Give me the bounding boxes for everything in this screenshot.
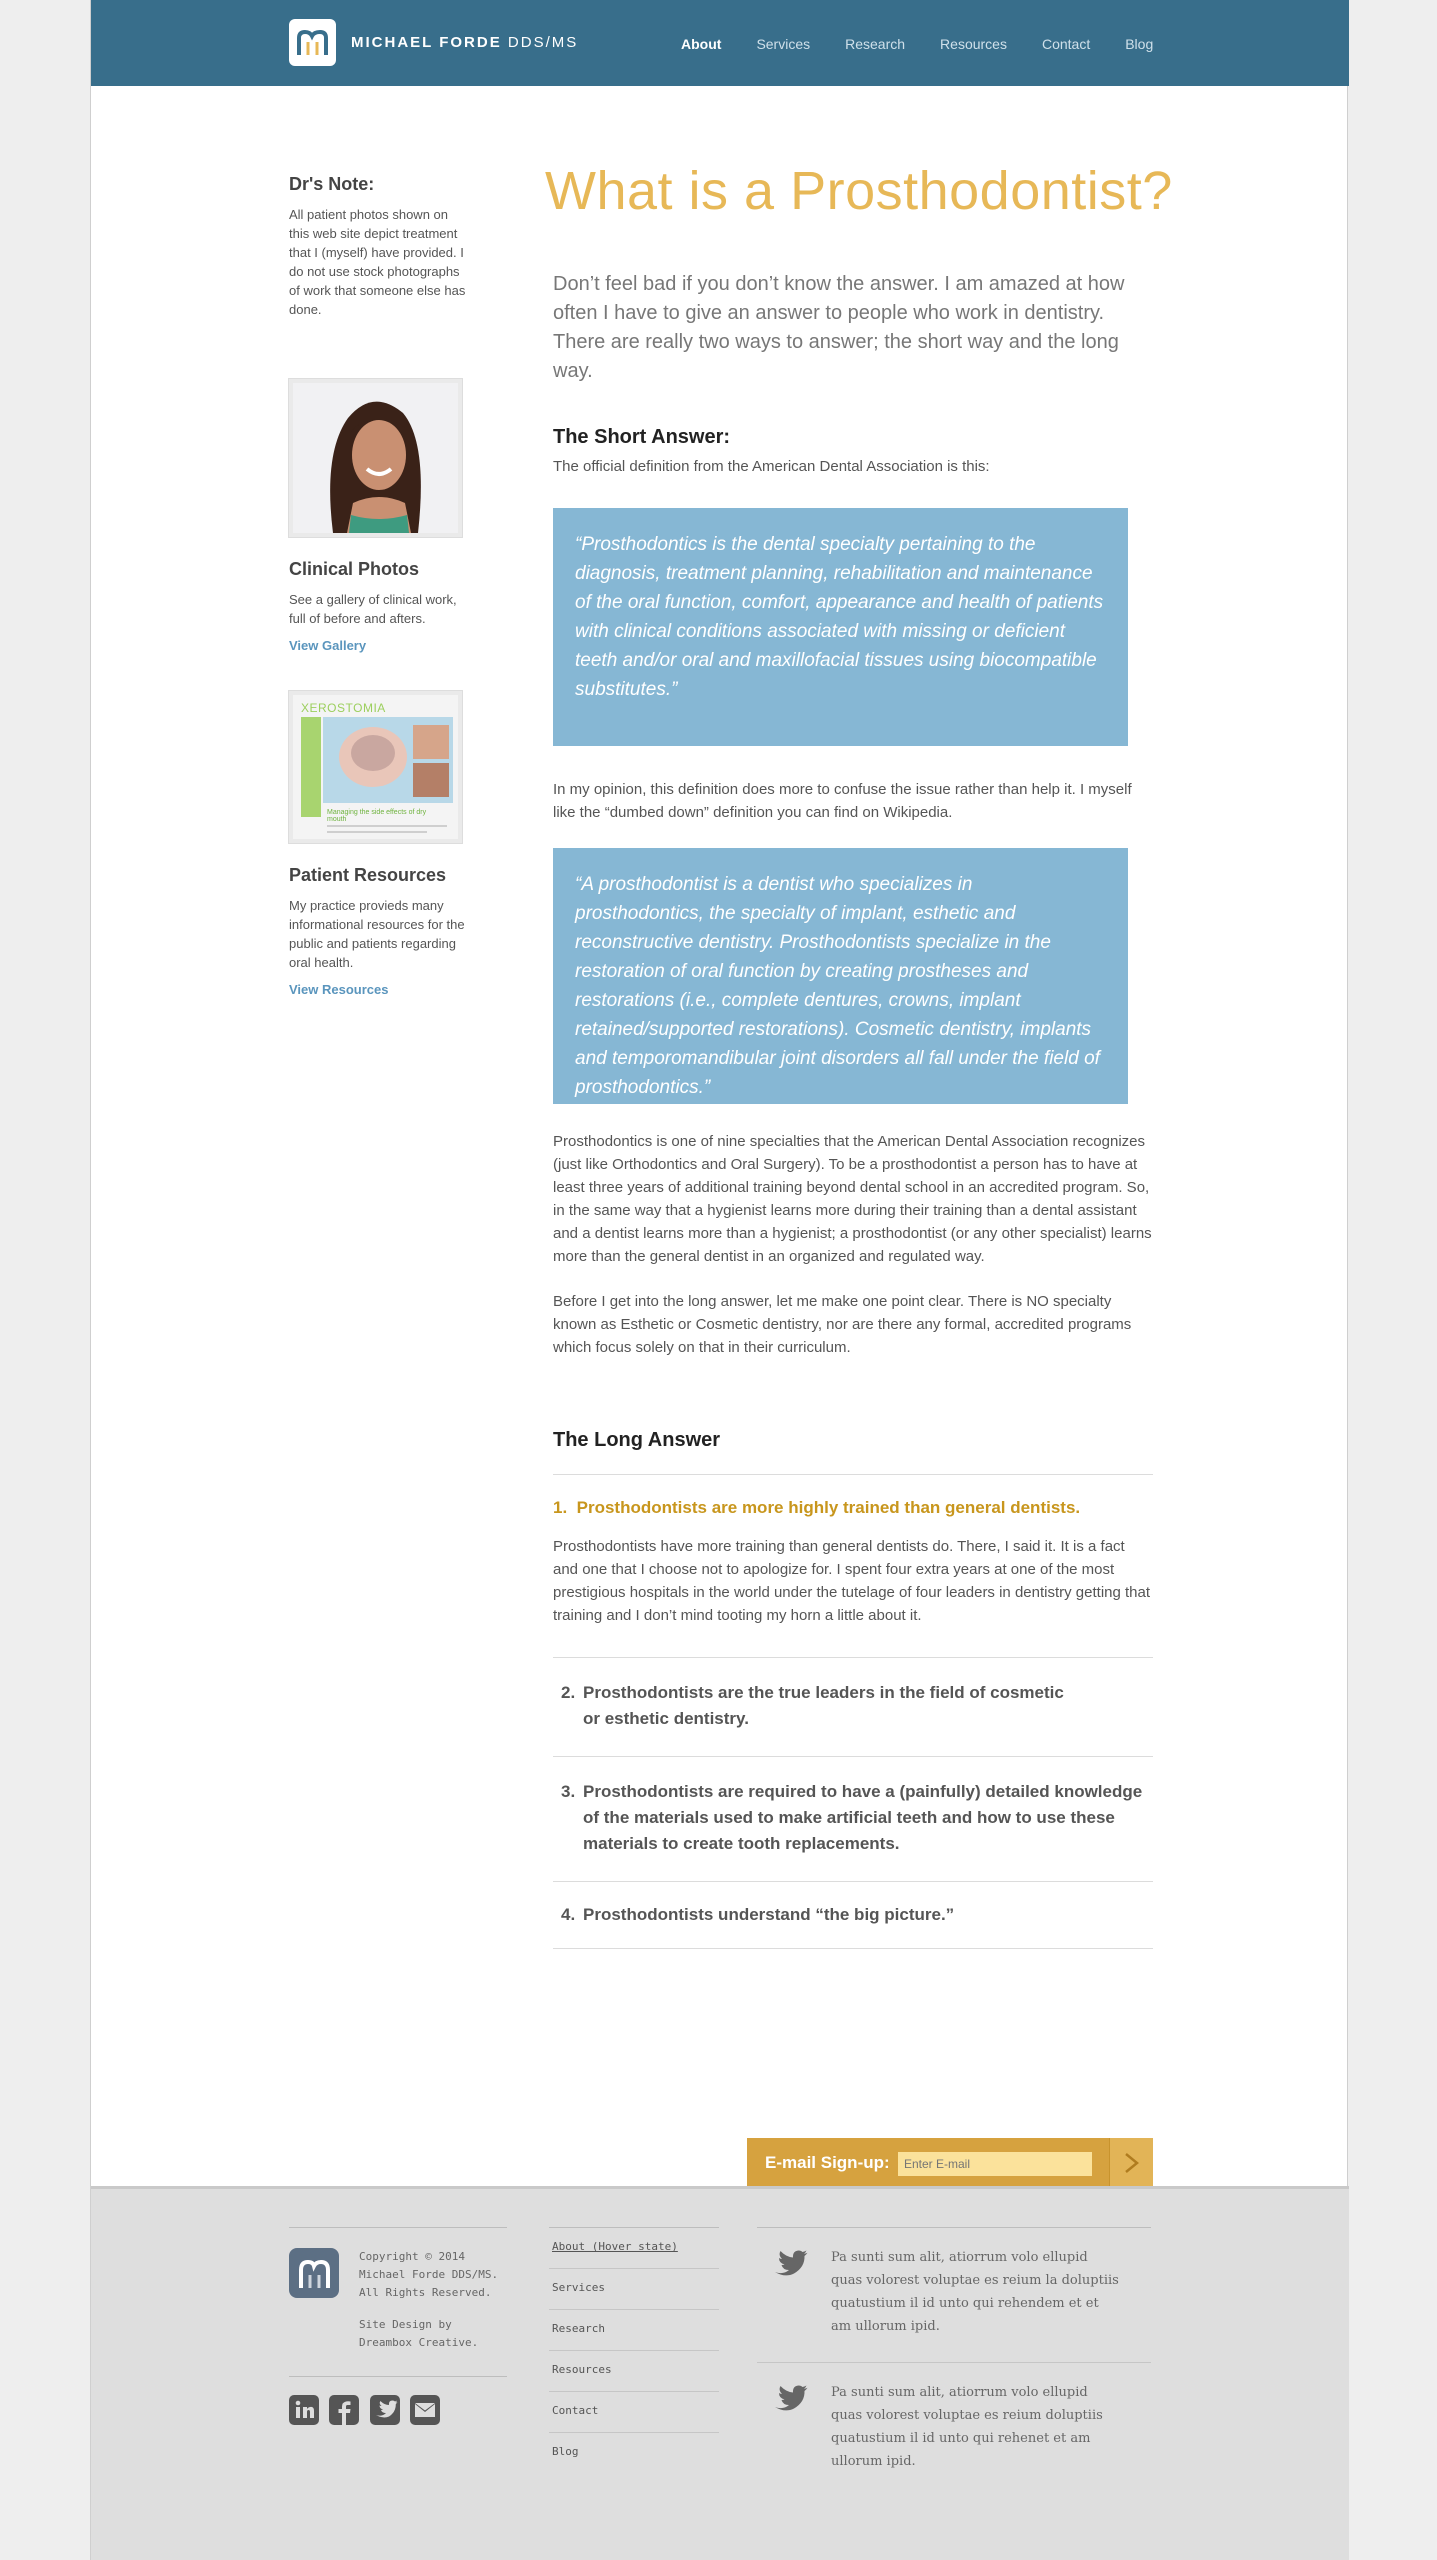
- footer-link-research[interactable]: Research: [549, 2310, 719, 2351]
- patient-resources-title: Patient Resources: [289, 865, 447, 885]
- twitter-bird-icon: [773, 2248, 813, 2278]
- long-answer-item-4[interactable]: [561, 1902, 1161, 1928]
- item-3-number: 3.: [561, 1782, 576, 1801]
- divider: [553, 1948, 1153, 1949]
- clinical-photo-thumbnail[interactable]: [289, 379, 462, 537]
- email-submit-button[interactable]: [1109, 2138, 1153, 2188]
- main-content: [545, 160, 1235, 1949]
- divider: [553, 1474, 1153, 1475]
- brochure-caption: Managing the side effects of dry mouth: [327, 809, 427, 823]
- divider: [553, 1657, 1153, 1658]
- intro-paragraph: Don’t feel bad if you don’t know the answer. I am amazed at how often I have to give an answer to people who work in dentistry. There are really two ways to answer; the short way and the long way.: [553, 273, 1125, 382]
- dr-note-title: Dr's Note:: [289, 174, 375, 194]
- logo-mark-icon: [289, 2248, 339, 2298]
- footer: [91, 2186, 1349, 2560]
- brochure-text-line: [327, 825, 447, 827]
- divider: [289, 2376, 507, 2377]
- short-answer-heading: The Short Answer:: [553, 426, 731, 448]
- logo-mark-icon: [297, 29, 328, 57]
- sidebar: [289, 174, 469, 997]
- page-title: What is a Prosthodontist?: [545, 161, 1173, 221]
- site-design-credit: Site Design by Dreambox Creative.: [359, 2318, 479, 2349]
- chevron-right-icon: [1110, 2138, 1154, 2188]
- dr-note-text: All patient photos shown on this web site depict treatment that I (myself) have provided. I do not use stock photographs of work that someone else has done.: [289, 207, 466, 317]
- long-answer-item-3[interactable]: [561, 1779, 1161, 1857]
- nav-research[interactable]: Research: [845, 36, 906, 52]
- footer-nav-column: [549, 2227, 719, 2474]
- long-answer-heading: The Long Answer: [553, 1429, 721, 1451]
- clinical-photos-title: Clinical Photos: [289, 559, 420, 579]
- facebook-icon[interactable]: [329, 2395, 359, 2425]
- long-answer-item-2[interactable]: [561, 1680, 1081, 1732]
- copyright-text: Copyright © 2014 Michael Forde DDS/MS. All Rights Reserved.: [359, 2250, 499, 2299]
- footer-brand-block: [289, 2228, 507, 2358]
- brochure-sidebar-block: [301, 717, 321, 817]
- footer-link-services[interactable]: Services: [549, 2269, 719, 2310]
- twitter-icon[interactable]: [370, 2395, 400, 2425]
- short-answer-lead: The official definition from the American Dental Association is this:: [553, 458, 990, 475]
- page: [90, 0, 1348, 2560]
- item-4-title: Prosthodontists understand “the big picture.”: [583, 1905, 955, 1924]
- item-1-title: Prosthodontists are more highly trained than general dentists.: [576, 1498, 1081, 1517]
- nav-services[interactable]: Services: [756, 36, 811, 52]
- tweet-text: Pa sunti sum alit, atiorrum volo ellupid quas volorest voluptae es reium la doluptiis quatustium il id unto qui rehendem et et am ullorum ipid.: [831, 2250, 1119, 2334]
- no-cosmetic-specialty-paragraph: Before I get into the long answer, let me make one point clear. There is NO specialty known as Esthetic or Cosmetic dentistry, nor are there any formal, accredited programs which focus solely on that in their curriculum.: [553, 1293, 1132, 1356]
- item-1-body: Prosthodontists have more training than general dentists do. There, I said it. It is a fact and one that I choose not to apologize for. I spent four extra years at one of the most prestigious hospitals in the world under the tutelage of four leaders in dentistry getting that training and I don’t mind tooting my horn a little about it.: [553, 1538, 1151, 1624]
- footer-nav: [549, 2228, 719, 2474]
- tweet-item: [757, 2363, 1151, 2498]
- long-answer-item-1[interactable]: [553, 1495, 1153, 1627]
- tweet-item: [757, 2228, 1151, 2363]
- item-1-number: 1.: [553, 1498, 568, 1517]
- item-4-number: 4.: [561, 1905, 576, 1924]
- item-2-number: 2.: [561, 1683, 576, 1702]
- brand-name[interactable]: [351, 34, 578, 51]
- brand-name-bold: MICHAEL FORDE: [351, 34, 502, 51]
- brochure-text-line: [327, 831, 427, 833]
- nav-blog[interactable]: Blog: [1125, 36, 1154, 52]
- specialties-paragraph: Prosthodontics is one of nine specialties that the American Dental Association recognizes (just like Orthodontics and Oral Surgery). To be a prosthodontist a person has to have at least three years of additional training beyond dental school in an accredited program. So, in the same way that a hygienist learns more during their training than a dental assistant and a dentist learns more than a hygienist; a prosthodontist (or any other specialist) learns more than the general dentist in an organized and regulated way.: [553, 1133, 1152, 1265]
- logo[interactable]: [289, 19, 336, 66]
- footer-link-about[interactable]: About (Hover state): [549, 2228, 719, 2269]
- nav-resources[interactable]: Resources: [940, 36, 1007, 52]
- email-signup-label: E-mail Sign-up:: [765, 2153, 890, 2172]
- item-2-title: Prosthodontists are the true leaders in the field of cosmetic or esthetic dentistry.: [583, 1683, 1064, 1728]
- twitter-bird-icon: [773, 2383, 813, 2413]
- social-icons: [289, 2395, 507, 2430]
- tweet-text: Pa sunti sum alit, atiorrum volo ellupid quas volorest voluptae es reium doluptiis quatustium il id unto qui rehenet et am ullorum ipid.: [831, 2385, 1103, 2469]
- main-nav: [681, 36, 1188, 52]
- email-icon[interactable]: [410, 2395, 440, 2425]
- opinion-paragraph: In my opinion, this definition does more to confuse the issue rather than help it. I myself like the “dumbed down” definition you can find on Wikipedia.: [553, 781, 1132, 821]
- brochure-image: [323, 717, 453, 803]
- patient-resources-thumbnail[interactable]: [289, 691, 462, 843]
- nav-about[interactable]: About: [681, 36, 722, 52]
- footer-tweets-column: [757, 2227, 1151, 2498]
- footer-link-blog[interactable]: Blog: [552, 2445, 579, 2458]
- top-navigation-bar: [91, 0, 1349, 86]
- wikipedia-definition-quote: “A prosthodontist is a dentist who specializes in prosthodontics, the specialty of implant, esthetic and reconstructive dentistry. Prosthodontists specialize in the restoration of oral function by creating prostheses and restorations (i.e., complete dentures, crowns, implant retained/supported restorations). Cosmetic dentistry, implants and temporomandibular joint disorders all fall under the field of prosthodontics.”: [553, 848, 1128, 1104]
- view-gallery-link[interactable]: View Gallery: [289, 638, 367, 653]
- divider: [553, 1756, 1153, 1757]
- clinical-photos-text: See a gallery of clinical work, full of before and afters.: [289, 592, 457, 626]
- divider: [553, 1881, 1153, 1882]
- view-resources-link[interactable]: View Resources: [289, 982, 389, 997]
- item-1-heading: [553, 1495, 1153, 1521]
- footer-logo[interactable]: [289, 2248, 339, 2298]
- email-signup-bar: [747, 2138, 1153, 2188]
- footer-link-resources[interactable]: Resources: [549, 2351, 719, 2392]
- footer-link-contact[interactable]: Contact: [549, 2392, 719, 2433]
- brand-name-suffix: DDS/MS: [501, 34, 579, 51]
- email-input[interactable]: [898, 2152, 1092, 2176]
- patient-resources-text: My practice provieds many informational resources for the public and patients regarding oral health.: [289, 898, 465, 970]
- brochure-title: XEROSTOMIA: [301, 701, 386, 715]
- patient-portrait-image: [293, 383, 458, 533]
- footer-info-column: [289, 2227, 507, 2430]
- ada-definition-quote: “Prosthodontics is the dental specialty pertaining to the diagnosis, treatment planning, rehabilitation and maintenance of the oral function, comfort, appearance and health of patients with clinical conditions associated with missing or deficient teeth and/or oral and maxillofacial tissues using biocompatible substitutes.”: [553, 508, 1128, 746]
- nav-contact[interactable]: Contact: [1041, 36, 1091, 52]
- linkedin-icon[interactable]: [289, 2395, 319, 2425]
- item-3-title: Prosthodontists are required to have a (painfully) detailed knowledge of the materials used to make artificial teeth and how to use these materials to create tooth replacements.: [583, 1782, 1143, 1853]
